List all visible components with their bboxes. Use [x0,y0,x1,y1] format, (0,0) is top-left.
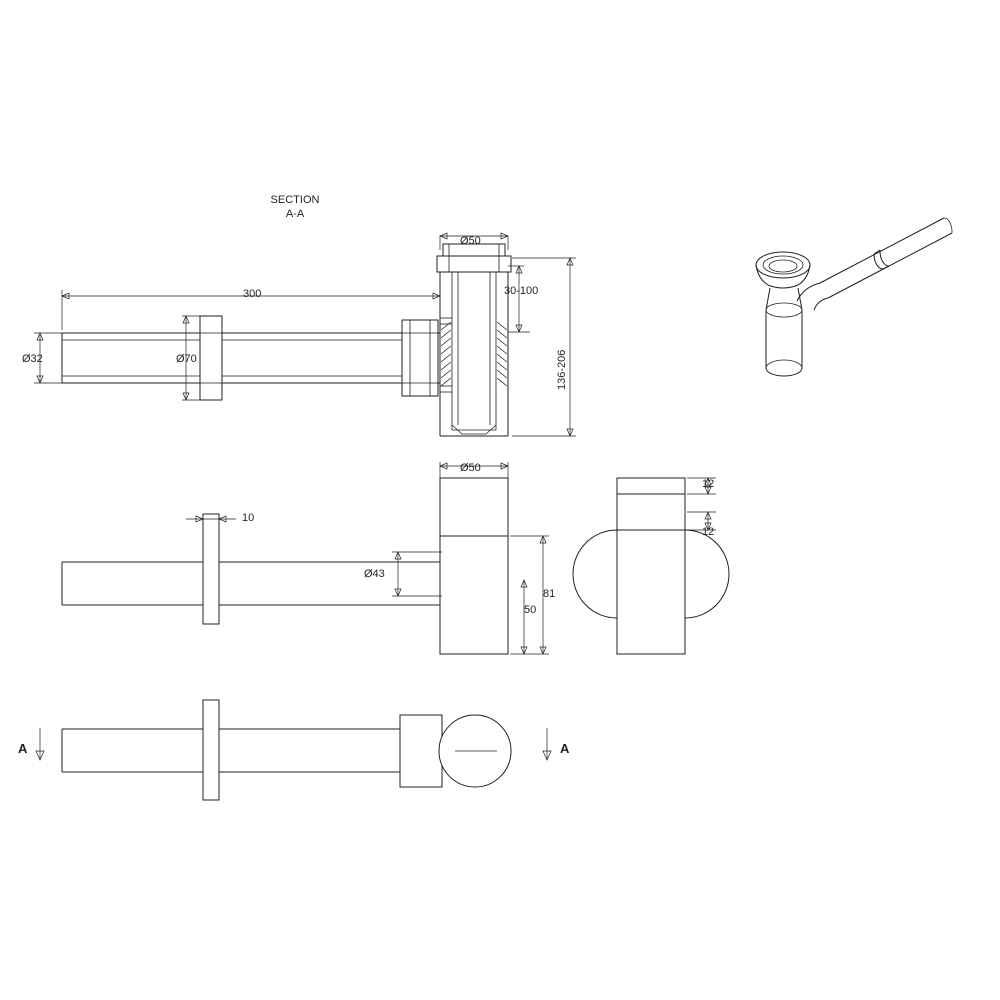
section-marker-right: A [560,741,570,756]
dimension-label-d50-front: Ø50 [460,462,481,474]
dimension-label-12-top: 12 [702,478,715,490]
dimension-label-d50-section: Ø50 [460,235,481,247]
dimension-label-d32: Ø32 [22,353,43,365]
dimension-label-12-bottom: 12 [702,526,715,538]
dimension-label-50: 50 [524,604,537,616]
section-view-geometry [62,244,511,436]
dimension-label-30-100: 30-100 [504,285,539,297]
dimension-label-d70: Ø70 [176,353,197,365]
dimension-label-81: 81 [543,588,556,600]
section-marker-left: A [18,741,28,756]
dimension-label-300: 300 [243,288,262,300]
section-title: SECTION [270,194,320,206]
dimension-label-136-206: 136-206 [556,349,568,390]
isometric-view-geometry [756,218,952,376]
plan-view-geometry [62,700,511,800]
side-view-geometry [573,478,729,654]
section-title-sub: A-A [285,208,305,220]
dimension-label-d43: Ø43 [364,568,385,580]
dimension-label-10: 10 [242,512,255,524]
front-view-geometry [62,478,508,654]
